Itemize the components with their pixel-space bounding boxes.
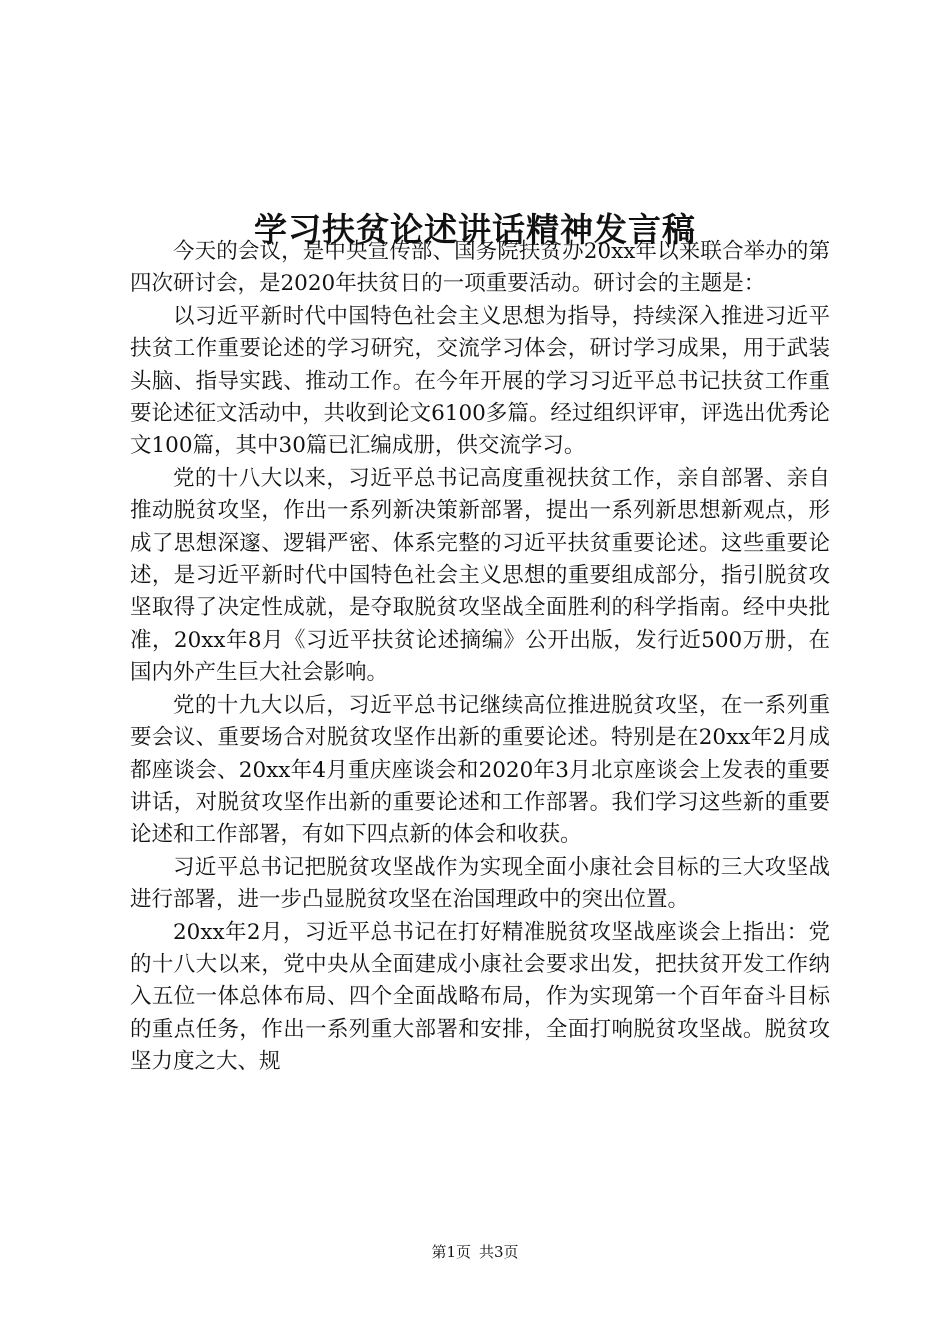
page-footer <box>0 1242 950 1262</box>
paragraph: 今天的会议，是中央宣传部、国务院扶贫办20xx年以来联合举办的第四次研讨会，是2020年扶贫日的一项重要活动。研讨会的主题是： <box>130 239 830 297</box>
paragraph: 党的十九大以后，习近平总书记继续高位推进脱贫攻坚，在一系列重要会议、重要场合对脱贫攻坚作出新的重要论述。特别是在20xx年2月成都座谈会、20xx年4月重庆座谈会和2020年3月北京座谈会上发表的重要讲话，对脱贫攻坚作出新的重要论述和工作部署。我们学习这些新的重要论述和工作部署，有如下四点新的体会和收获。 <box>130 692 830 848</box>
document-body <box>130 236 830 1079</box>
document-title: 学习扶贫论述讲话精神发言稿 <box>254 210 696 250</box>
paragraph: 习近平总书记把脱贫攻坚战作为实现全面小康社会目标的三大攻坚战进行部署，进一步凸显脱贫攻坚在治国理政中的突出位置。 <box>130 854 830 913</box>
paragraph: 党的十八大以来，习近平总书记高度重视扶贫工作，亲自部署、亲自推动脱贫攻坚，作出一系列新决策新部署，提出一系列新思想新观点，形成了思想深邃、逻辑严密、体系完整的习近平扶贫重要论述。这些重要论述，是习近平新时代中国特色社会主义思想的重要组成部分，指引脱贫攻坚取得了决定性成就，是夺取脱贫攻坚战全面胜利的科学指南。经中央批准，20xx年8月《习近平扶贫论述摘编》公开出版，发行近500万册，在国内外产生巨大社会影响。 <box>130 465 830 686</box>
paragraph: 20xx年2月，习近平总书记在打好精准脱贫攻坚战座谈会上指出：党的十八大以来，党中央从全面建成小康社会要求出发，把扶贫开发工作纳入五位一体总体布局、四个全面战略布局，作为实现第一个百年奋斗目标的重点任务，作出一系列重大部署和安排，全面打响脱贫攻坚战。脱贫攻坚力度之大、规 <box>130 919 830 1075</box>
paragraph: 以习近平新时代中国特色社会主义思想为指导，持续深入推进习近平扶贫工作重要论述的学习研究，交流学习体会，研讨学习成果，用于武装头脑、指导实践、推动工作。在今年开展的学习习近平总书记扶贫工作重要论述征文活动中，共收到论文6100多篇。经过组织评审，评选出优秀论文100篇，其中30篇已汇编成册，供交流学习。 <box>130 303 830 459</box>
page-number: 第1页 <box>431 1243 471 1261</box>
page-count: 共3页 <box>479 1243 519 1261</box>
